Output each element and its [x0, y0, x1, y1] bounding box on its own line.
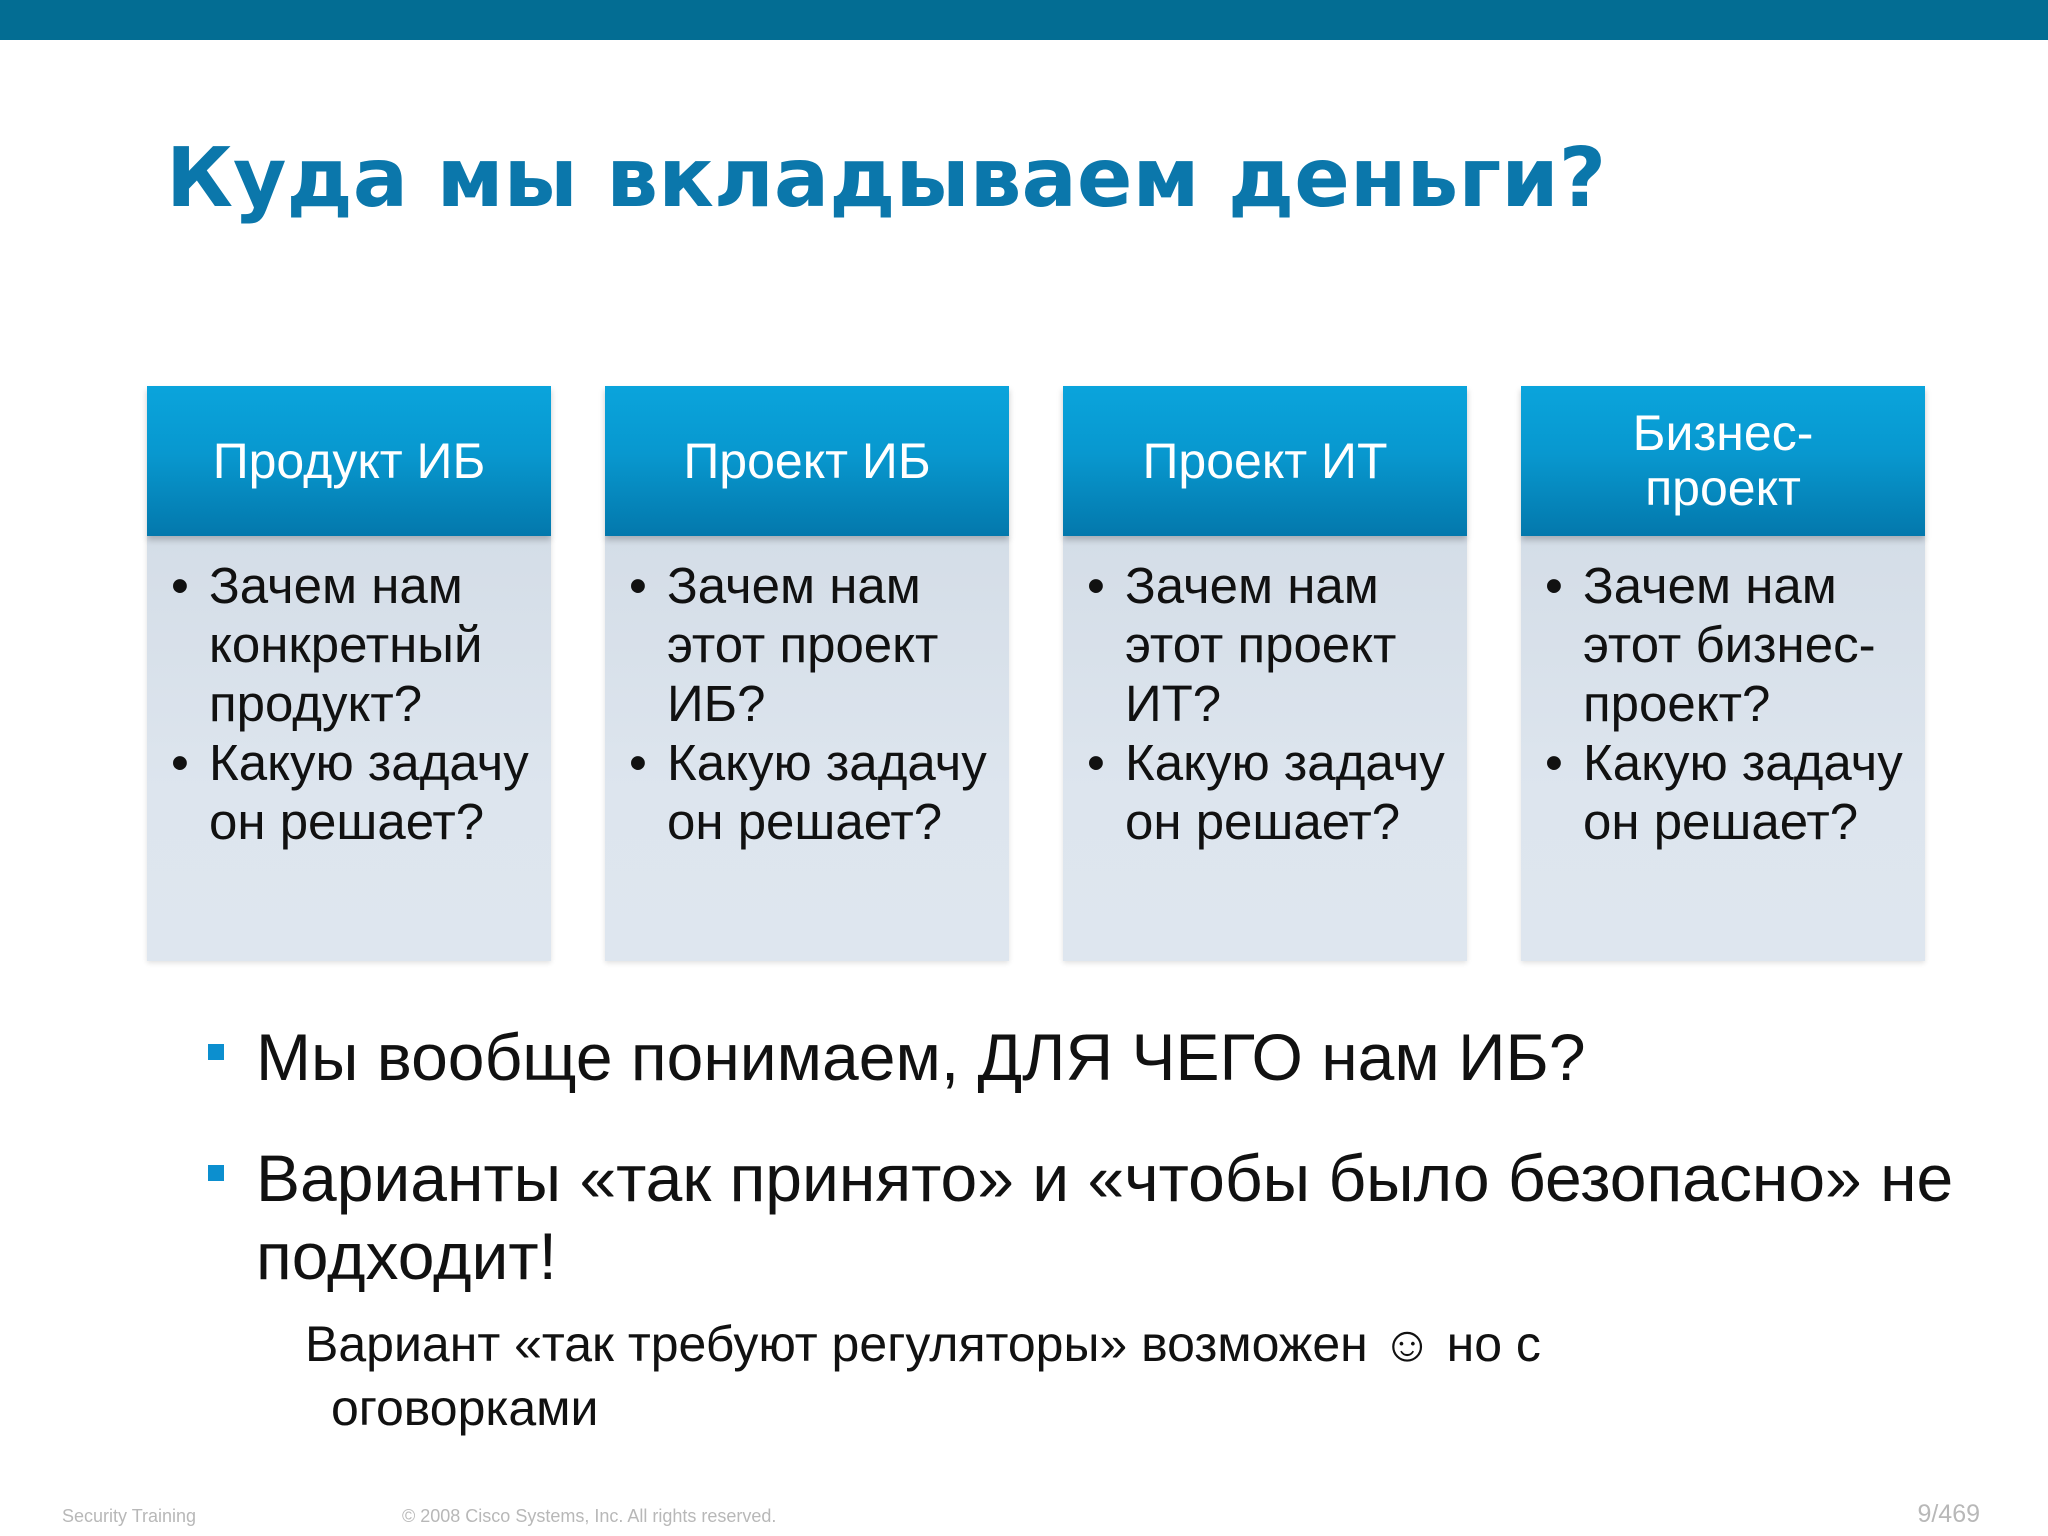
column-product [147, 386, 551, 961]
column-business-project [1521, 386, 1925, 961]
column-security-project [605, 386, 1009, 961]
sub-note-line: оговорками [331, 1380, 599, 1436]
column-header [605, 386, 1009, 536]
list-item: • Какую задачу он решает? [171, 733, 533, 851]
column-body [605, 536, 1009, 961]
list-item: • Зачем нам этот проект ИБ? [629, 556, 991, 733]
column-header-label: Продукт ИБ [212, 432, 486, 489]
column-body [1521, 536, 1925, 961]
column-header [1063, 386, 1467, 536]
square-bullet-icon [208, 1165, 224, 1181]
list-item: • Зачем нам конкретный продукт? [171, 556, 533, 733]
slide-title: Куда мы вкладываем деньги? [166, 131, 1607, 226]
list-item: • Зачем нам этот проект ИТ? [1087, 556, 1449, 733]
column-it-project [1063, 386, 1467, 961]
list-item: • Какую задачу он решает? [1545, 733, 1907, 851]
page-number: 9/469 [1917, 1500, 1980, 1528]
main-bullet-text: Варианты «так принято» и «чтобы было безопасно» не подходит! [256, 1141, 1954, 1293]
sub-note-line: Вариант «так требуют регуляторы» возможен ☺ но с [305, 1316, 1541, 1372]
list-item: • Зачем нам этот бизнес-проект? [1545, 556, 1907, 733]
top-bar [0, 0, 2048, 40]
footer-copyright: © 2008 Cisco Systems, Inc. All rights reserved. [402, 1506, 777, 1526]
list-item: • Какую задачу он решает? [629, 733, 991, 851]
sub-note [305, 1312, 1805, 1440]
column-body [147, 536, 551, 961]
column-header-label: Бизнес-проект [1632, 405, 1814, 516]
square-bullet-icon [208, 1044, 224, 1060]
column-header-label: Проект ИБ [683, 432, 931, 489]
column-list [1087, 556, 1449, 851]
column-header [1521, 386, 1925, 536]
main-bullet-text: Мы вообще понимаем, ДЛЯ ЧЕГО нам ИБ? [256, 1020, 1586, 1094]
main-bullet [208, 1018, 2016, 1096]
column-header [147, 386, 551, 536]
column-list [171, 556, 533, 851]
column-body [1063, 536, 1467, 961]
main-bullet [208, 1139, 2016, 1295]
column-header-label: Проект ИТ [1142, 432, 1388, 489]
footer-left: Security Training [62, 1506, 197, 1526]
column-list [1545, 556, 1907, 851]
column-list [629, 556, 991, 851]
list-item: • Какую задачу он решает? [1087, 733, 1449, 851]
